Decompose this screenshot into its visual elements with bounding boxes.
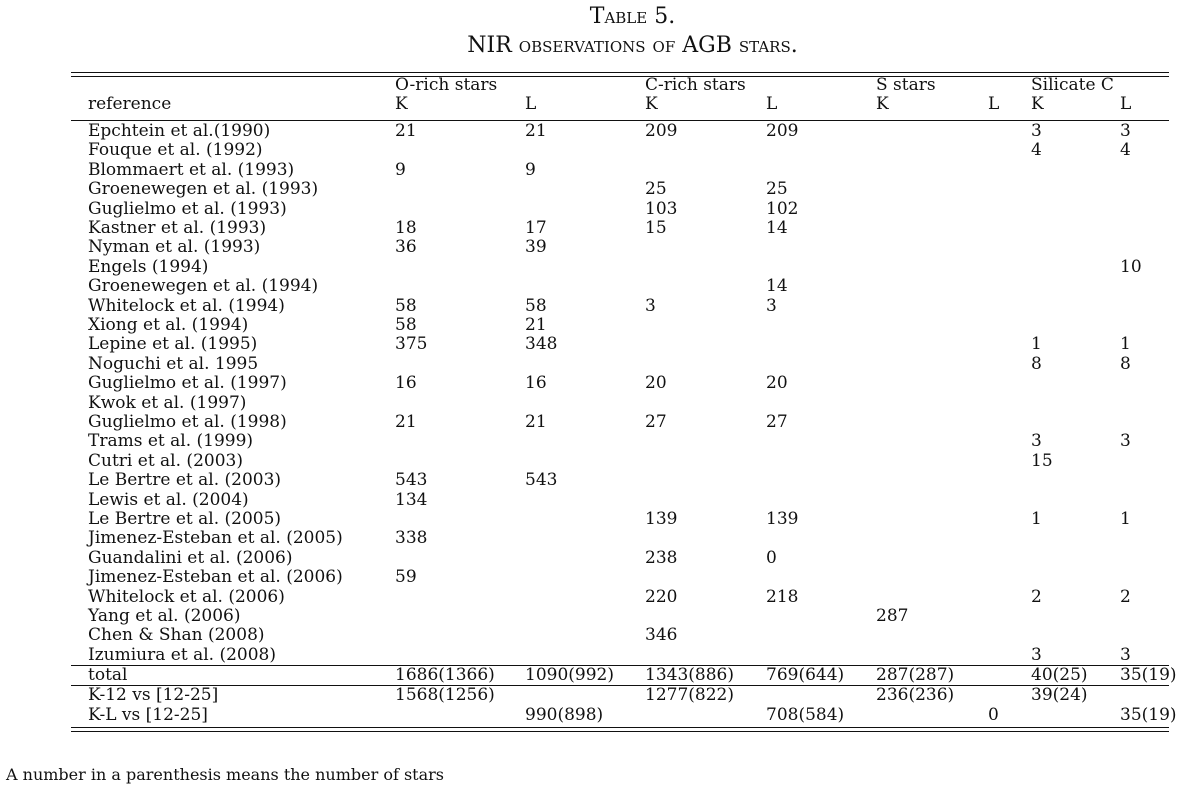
column-header: L <box>766 94 778 114</box>
reference-cell: Jimenez-Esteban et al. (2006) <box>88 567 343 587</box>
table-note: A number in a parenthesis means the number of stars <box>6 765 445 784</box>
count-cell: 16 <box>525 373 547 393</box>
total-cell: 1686(1366) <box>395 665 495 685</box>
count-cell: 238 <box>645 548 678 568</box>
summary-cell: 236(236) <box>876 685 955 705</box>
reference-cell: Blommaert et al. (1993) <box>88 160 295 180</box>
group-header: Silicate C <box>1031 75 1114 95</box>
summary-cell: 35(19) <box>1120 705 1177 725</box>
reference-cell: Guglielmo et al. (1993) <box>88 199 287 219</box>
reference-cell: Guandalini et al. (2006) <box>88 548 293 568</box>
reference-cell: Kwok et al. (1997) <box>88 393 247 413</box>
count-cell: 14 <box>766 276 788 296</box>
reference-cell: Le Bertre et al. (2005) <box>88 509 282 529</box>
count-cell: 39 <box>525 237 547 257</box>
count-cell: 9 <box>395 160 406 180</box>
count-cell: 58 <box>395 315 417 335</box>
reference-cell: Groenewegen et al. (1993) <box>88 179 319 199</box>
count-cell: 3 <box>645 296 656 316</box>
count-cell: 15 <box>645 218 667 238</box>
column-header: K <box>1031 94 1044 114</box>
total-rule <box>71 665 1169 666</box>
reference-cell: Chen & Shan (2008) <box>88 625 265 645</box>
count-cell: 1 <box>1031 509 1042 529</box>
column-header: L <box>525 94 537 114</box>
reference-cell: Jimenez-Esteban et al. (2005) <box>88 528 343 548</box>
count-cell: 58 <box>395 296 417 316</box>
reference-cell: Cutri et al. (2003) <box>88 451 243 471</box>
group-header: C-rich stars <box>645 75 746 95</box>
total-cell: 40(25) <box>1031 665 1088 685</box>
summary-cell: 1568(1256) <box>395 685 495 705</box>
total-cell: 35(19) <box>1120 665 1177 685</box>
count-cell: 17 <box>525 218 547 238</box>
reference-header: reference <box>88 94 172 114</box>
count-cell: 139 <box>645 509 678 529</box>
total-label: total <box>88 665 128 685</box>
reference-cell: Yang et al. (2006) <box>88 606 241 626</box>
count-cell: 4 <box>1031 140 1042 160</box>
column-header: K <box>876 94 889 114</box>
top-rule <box>71 72 1169 73</box>
count-cell: 9 <box>525 160 536 180</box>
count-cell: 20 <box>766 373 788 393</box>
summary-cell: 708(584) <box>766 705 845 725</box>
count-cell: 1 <box>1031 334 1042 354</box>
total-cell: 287(287) <box>876 665 955 685</box>
count-cell: 139 <box>766 509 799 529</box>
count-cell: 0 <box>766 548 777 568</box>
group-header: S stars <box>876 75 936 95</box>
count-cell: 209 <box>766 121 799 141</box>
summary-cell: 1277(822) <box>645 685 734 705</box>
count-cell: 16 <box>395 373 417 393</box>
total-cell: 1090(992) <box>525 665 614 685</box>
count-cell: 8 <box>1031 354 1042 374</box>
count-cell: 220 <box>645 587 678 607</box>
summary-label: K-12 vs [12-25] <box>88 685 219 705</box>
count-cell: 1 <box>1120 334 1131 354</box>
reference-cell: Nyman et al. (1993) <box>88 237 261 257</box>
reference-cell: Lepine et al. (1995) <box>88 334 258 354</box>
reference-cell: Le Bertre et al. (2003) <box>88 470 282 490</box>
table-label: Table 5. <box>589 4 676 29</box>
count-cell: 10 <box>1120 257 1142 277</box>
count-cell: 25 <box>766 179 788 199</box>
count-cell: 14 <box>766 218 788 238</box>
count-cell: 58 <box>525 296 547 316</box>
count-cell: 21 <box>525 315 547 335</box>
count-cell: 102 <box>766 199 799 219</box>
reference-cell: Engels (1994) <box>88 257 209 277</box>
column-header: K <box>395 94 408 114</box>
count-cell: 15 <box>1031 451 1053 471</box>
reference-cell: Xiong et al. (1994) <box>88 315 249 335</box>
summary-cell: 0 <box>988 705 999 725</box>
reference-cell: Guglielmo et al. (1998) <box>88 412 287 432</box>
column-header: K <box>645 94 658 114</box>
count-cell: 27 <box>766 412 788 432</box>
count-cell: 543 <box>525 470 558 490</box>
reference-cell: Groenewegen et al. (1994) <box>88 276 319 296</box>
count-cell: 2 <box>1120 587 1131 607</box>
reference-cell: Whitelock et al. (2006) <box>88 587 285 607</box>
count-cell: 3 <box>1120 431 1131 451</box>
reference-cell: Kastner et al. (1993) <box>88 218 267 238</box>
count-cell: 543 <box>395 470 428 490</box>
count-cell: 2 <box>1031 587 1042 607</box>
count-cell: 287 <box>876 606 909 626</box>
reference-cell: Lewis et al. (2004) <box>88 490 249 510</box>
count-cell: 8 <box>1120 354 1131 374</box>
count-cell: 3 <box>1120 645 1131 665</box>
count-cell: 21 <box>525 121 547 141</box>
count-cell: 27 <box>645 412 667 432</box>
count-cell: 36 <box>395 237 417 257</box>
column-header: L <box>1120 94 1132 114</box>
summary-rule <box>71 685 1169 686</box>
count-cell: 209 <box>645 121 678 141</box>
summary-label: K-L vs [12-25] <box>88 705 208 725</box>
count-cell: 375 <box>395 334 428 354</box>
count-cell: 21 <box>395 412 417 432</box>
count-cell: 25 <box>645 179 667 199</box>
table-caption: NIR observations of AGB stars. <box>467 33 798 58</box>
summary-cell: 39(24) <box>1031 685 1088 705</box>
reference-cell: Noguchi et al. 1995 <box>88 354 259 374</box>
count-cell: 20 <box>645 373 667 393</box>
reference-cell: Trams et al. (1999) <box>88 431 254 451</box>
count-cell: 18 <box>395 218 417 238</box>
count-cell: 103 <box>645 199 678 219</box>
reference-cell: Fouque et al. (1992) <box>88 140 263 160</box>
reference-cell: Guglielmo et al. (1997) <box>88 373 287 393</box>
count-cell: 1 <box>1120 509 1131 529</box>
count-cell: 3 <box>1120 121 1131 141</box>
group-header: O-rich stars <box>395 75 498 95</box>
count-cell: 134 <box>395 490 428 510</box>
count-cell: 21 <box>525 412 547 432</box>
total-cell: 769(644) <box>766 665 845 685</box>
count-cell: 3 <box>1031 121 1042 141</box>
column-header: L <box>988 94 1000 114</box>
summary-cell: 990(898) <box>525 705 604 725</box>
count-cell: 338 <box>395 528 428 548</box>
count-cell: 346 <box>645 625 678 645</box>
total-cell: 1343(886) <box>645 665 734 685</box>
count-cell: 218 <box>766 587 799 607</box>
bottom-rule <box>71 727 1169 728</box>
bottom-rule-inner <box>71 731 1169 732</box>
reference-cell: Whitelock et al. (1994) <box>88 296 285 316</box>
reference-cell: Izumiura et al. (2008) <box>88 645 276 665</box>
count-cell: 3 <box>766 296 777 316</box>
count-cell: 3 <box>1031 431 1042 451</box>
count-cell: 4 <box>1120 140 1131 160</box>
count-cell: 59 <box>395 567 417 587</box>
count-cell: 21 <box>395 121 417 141</box>
count-cell: 348 <box>525 334 558 354</box>
count-cell: 3 <box>1031 645 1042 665</box>
top-rule-inner <box>71 76 1169 77</box>
reference-cell: Epchtein et al.(1990) <box>88 121 271 141</box>
